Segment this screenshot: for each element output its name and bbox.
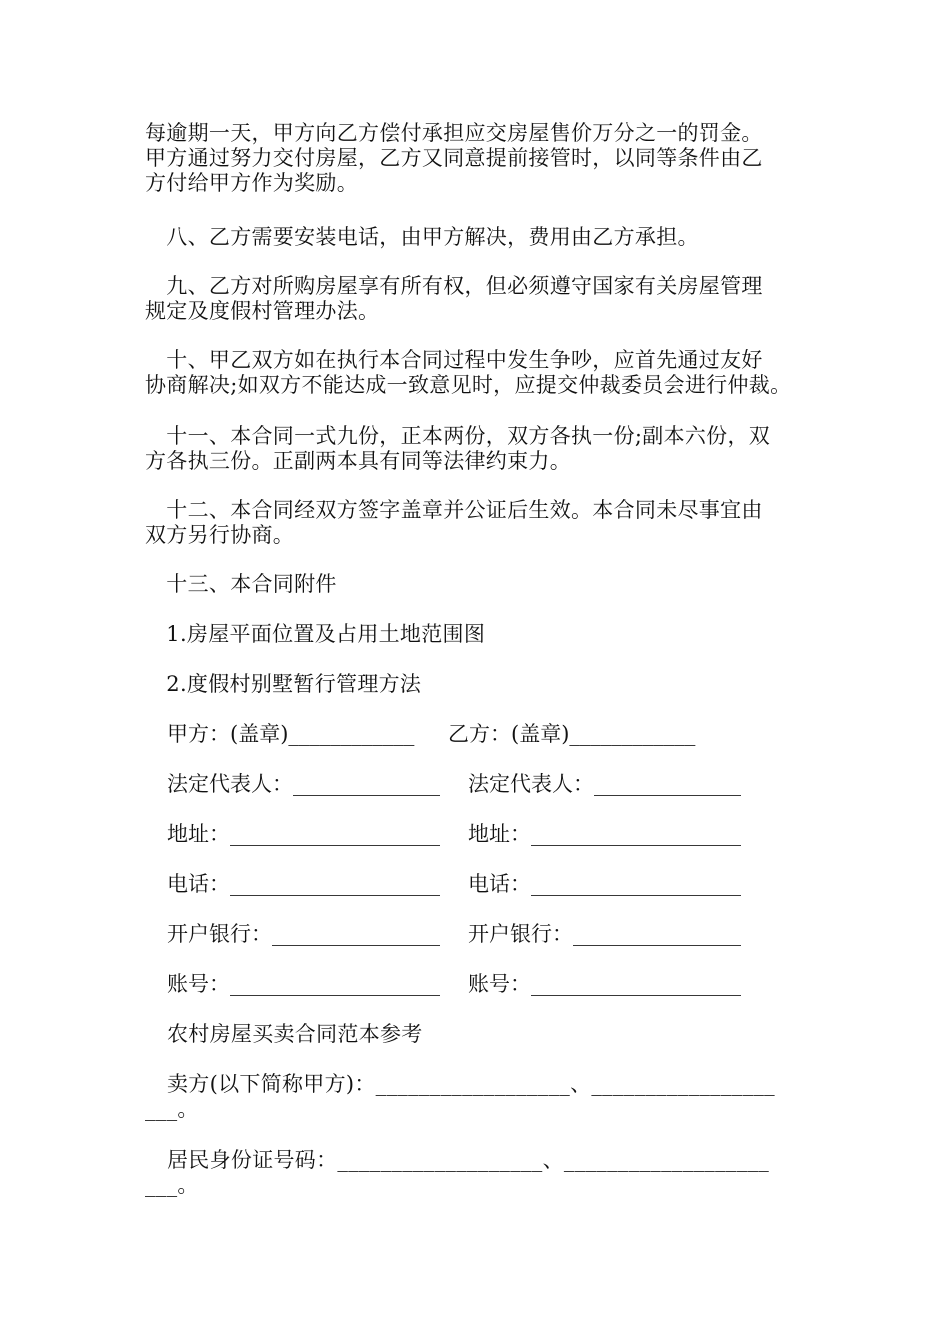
second-contract-title [167, 1022, 837, 1047]
party-a-bank-field: 开户银行：________________ [167, 922, 440, 946]
text-line: 八、乙方需要安装电话，由甲方解决，费用由乙方承担。 [145, 225, 699, 249]
text-line: 十、甲乙双方如在执行本合同过程中发生争吵，应首先通过友好 [145, 348, 763, 372]
clause-11 [145, 424, 815, 474]
attachment-2 [145, 672, 815, 697]
text-line: 卖方(以下简称甲方)：__________________、_________________ [167, 1072, 775, 1096]
party-a-seal-field: 甲方：(盖章)____________ [167, 722, 415, 746]
party-b-seal-field: 乙方：(盖章)____________ [448, 722, 696, 746]
text-line: 方付给甲方作为奖励。 [145, 171, 358, 195]
clause-13 [145, 572, 815, 597]
party-b-bank-field: 开户银行：________________ [468, 922, 741, 946]
text-line: 规定及度假村管理办法。 [145, 299, 380, 323]
party-a-phone-field: 电话：____________________ [167, 872, 440, 896]
paragraph-penalty [145, 121, 815, 196]
text-line: 2.度假村别墅暂行管理方法 [145, 672, 422, 696]
text-line: 十三、本合同附件 [145, 572, 337, 596]
party-b-address-field: 地址：____________________ [468, 822, 741, 846]
party-b-representative-field: 法定代表人：______________ [468, 772, 741, 796]
text-line: 1.房屋平面位置及占用土地范围图 [145, 622, 486, 646]
party-a-account-field: 账号：____________________ [167, 972, 440, 996]
text-line: 每逾期一天，甲方向乙方偿付承担应交房屋售价万分之一的罚金。 [145, 121, 763, 145]
text-line: 十一、本合同一式九份，正本两份，双方各执一份;副本六份，双 [145, 424, 771, 448]
seller-field [145, 1072, 815, 1122]
clause-12 [145, 498, 815, 548]
text-line: 十二、本合同经双方签字盖章并公证后生效。本合同未尽事宜由 [145, 498, 763, 522]
clause-8 [145, 225, 815, 250]
clause-10 [145, 348, 815, 398]
text-line: 居民身份证号码：___________________、___________________ [167, 1148, 770, 1172]
text-line: 九、乙方对所购房屋享有所有权，但必须遵守国家有关房屋管理 [145, 274, 763, 298]
party-a-representative-field: 法定代表人：______________ [167, 772, 440, 796]
text-line: 甲方通过努力交付房屋，乙方又同意提前接管时，以同等条件由乙 [145, 146, 763, 170]
text-line: ___。 [145, 1097, 199, 1121]
heading-text: 农村房屋买卖合同范本参考 [167, 1022, 423, 1046]
attachment-1 [145, 622, 815, 647]
id-number-field [145, 1148, 815, 1198]
clause-9 [145, 274, 815, 324]
party-a-address-field: 地址：____________________ [167, 822, 440, 846]
text-line: ___。 [145, 1173, 199, 1197]
party-b-phone-field: 电话：____________________ [468, 872, 741, 896]
text-line: 双方另行协商。 [145, 523, 295, 547]
text-line: 方各执三份。正副两本具有同等法律约束力。 [145, 449, 571, 473]
text-line: 协商解决;如双方不能达成一致意见时，应提交仲裁委员会进行仲裁。 [145, 373, 792, 397]
party-b-account-field: 账号：____________________ [468, 972, 741, 996]
